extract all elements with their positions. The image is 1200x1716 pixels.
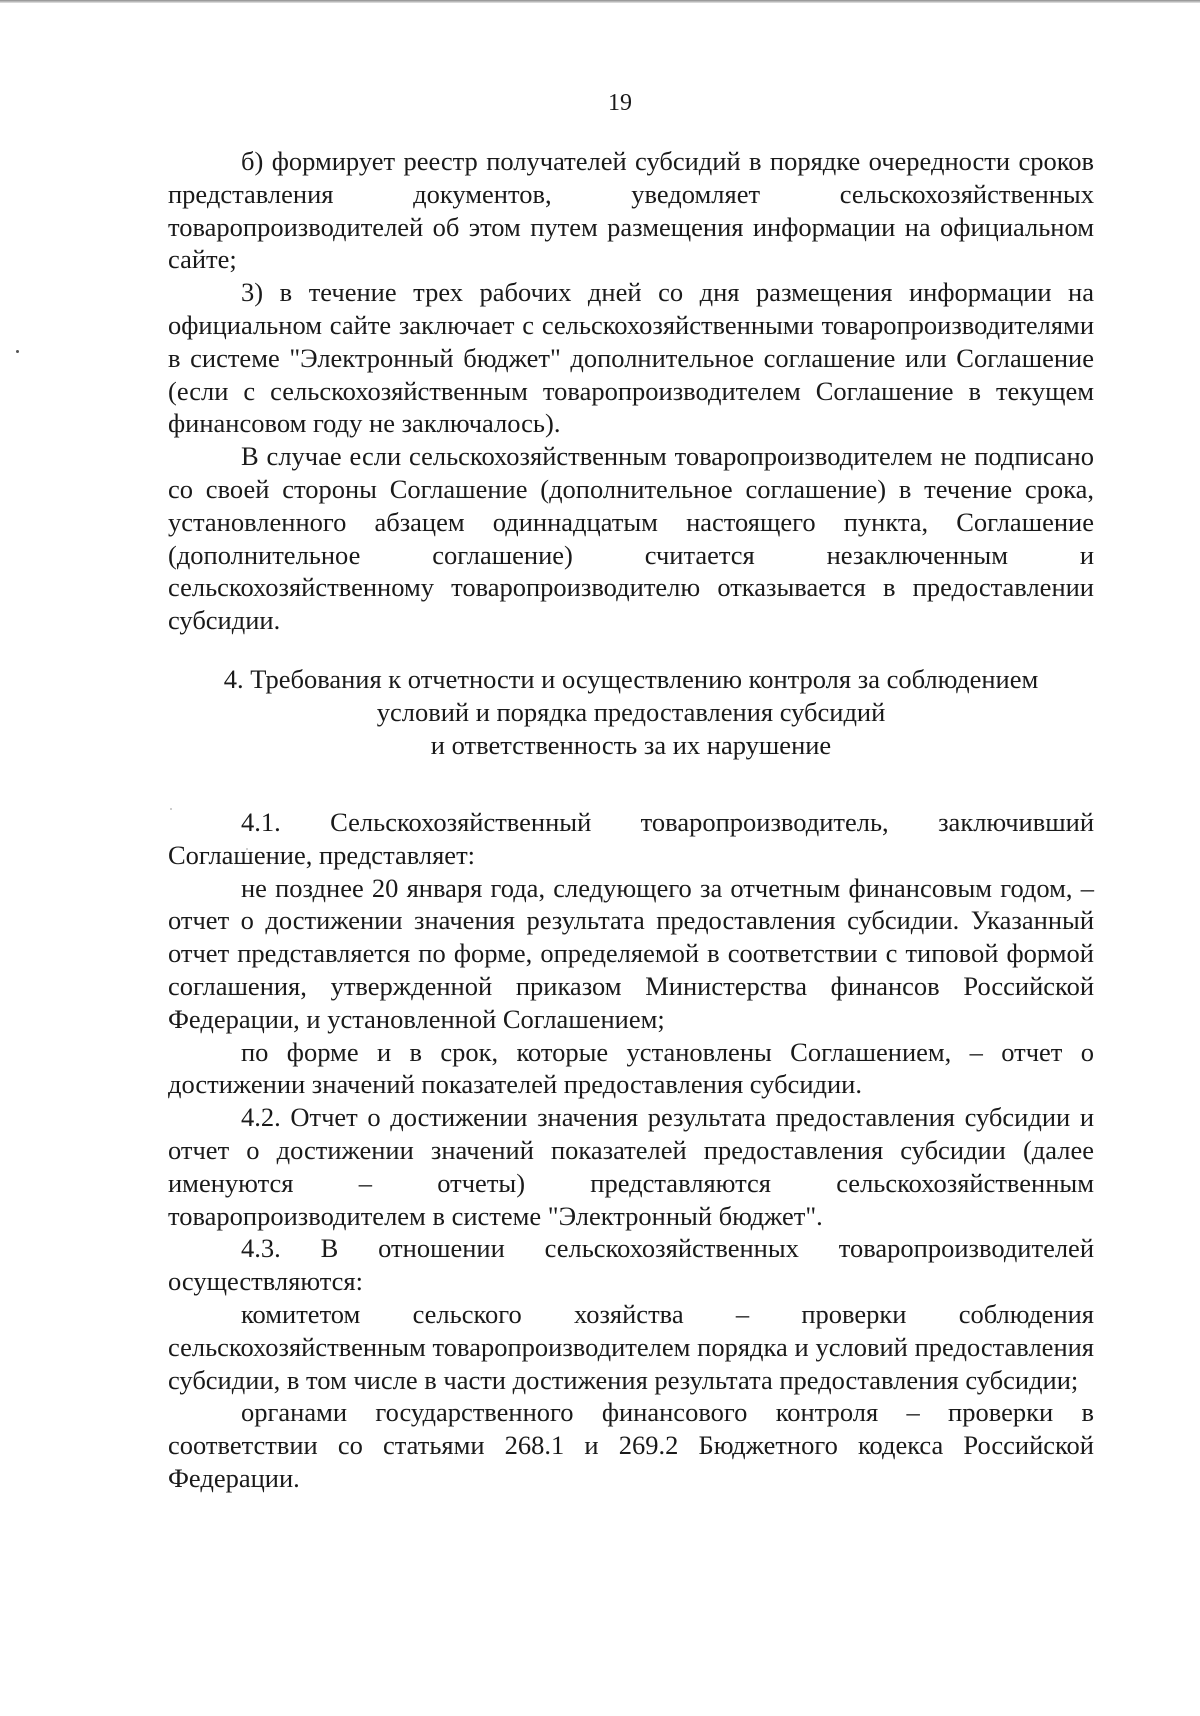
paragraph-b-registry: б) формирует реестр получателей субсидий в порядке очередности сроков представления документов, уведомляет сельскохозяйственных товаропроизводителей об этом путем размещения информации на официальном сайте; [168,146,1094,275]
paragraph-financial-control: органами государственного финансового контроля – проверки в соответствии со статьями 268.1 и 269.2 Бюджетного кодекса Российской Федерации. [168,1397,1094,1493]
section-heading-line: и ответственность за их нарушение [430,729,832,760]
section-heading-4 [168,663,1094,762]
paragraph-4-1: 4.1. Сельскохозяйственный товаропроизводитель, заключивший Соглашение, представляет: [168,806,1094,870]
paragraph-4-2: 4.2. Отчет о достижении значения результата предоставления субсидии и отчет о достижении значений показателей предоставления субсидии (далее именуются – отчеты) представляются сельскохозяйственным товаропроизводителем в системе "Электронный бюджет". [168,1102,1094,1231]
page-number: 19 [608,90,632,116]
paragraph-committee-checks: комитетом сельского хозяйства – проверки соблюдения сельскохозяйственным товаропроизводителем порядка и условий предоставления субсидии, в том числе в части достижения результата предоставления субсидии; [168,1298,1094,1395]
paragraph-unsigned-agreement: В случае если сельскохозяйственным товаропроизводителем не подписано со своей стороны Соглашение (дополнительное соглашение) в течение срока, установленного абзацем одиннадцатым настоящего пункта, Соглашение (дополнительное соглашение) считается незаключенным и сельскохозяйственному товаропроизводителю отказывается в предоставлении субсидии. [168,441,1094,636]
paragraph-3-agreement: 3) в течение трех рабочих дней со дня размещения информации на официальном сайте заключает с сельскохозяйственными товаропроизводителями в системе "Электронный бюджет" дополнительное соглашение или Соглашение (если с сельскохозяйственным товаропроизводителем Соглашение в текущем финансовом году не заключалось). [168,277,1094,439]
scan-edge [0,0,1200,3]
paragraph-report-deadline: не позднее 20 января года, следующего за отчетным финансовым годом, – отчет о достижении значения результата предоставления субсидии. Указанный отчет представляется по форме, определяемой в соответствии с типовой формой соглашения, утвержденной приказом Министерства финансов Российской Федерации, и установленной Соглашением; [168,872,1094,1034]
paragraph-4-3: 4.3. В отношении сельскохозяйственных товаропроизводителей осуществляются: [168,1233,1094,1297]
section-heading-line: условий и порядка предоставления субсидий [376,696,886,727]
document-body [168,145,1094,1495]
spacer [168,762,1094,806]
scan-speck [16,350,19,353]
paragraph-report-indicators: по форме и в срок, которые установлены Соглашением, – отчет о достижении значений показателей предоставления субсидии. [168,1036,1094,1100]
section-heading-line: 4. Требования к отчетности и осуществлению контроля за соблюдением [223,663,1039,694]
